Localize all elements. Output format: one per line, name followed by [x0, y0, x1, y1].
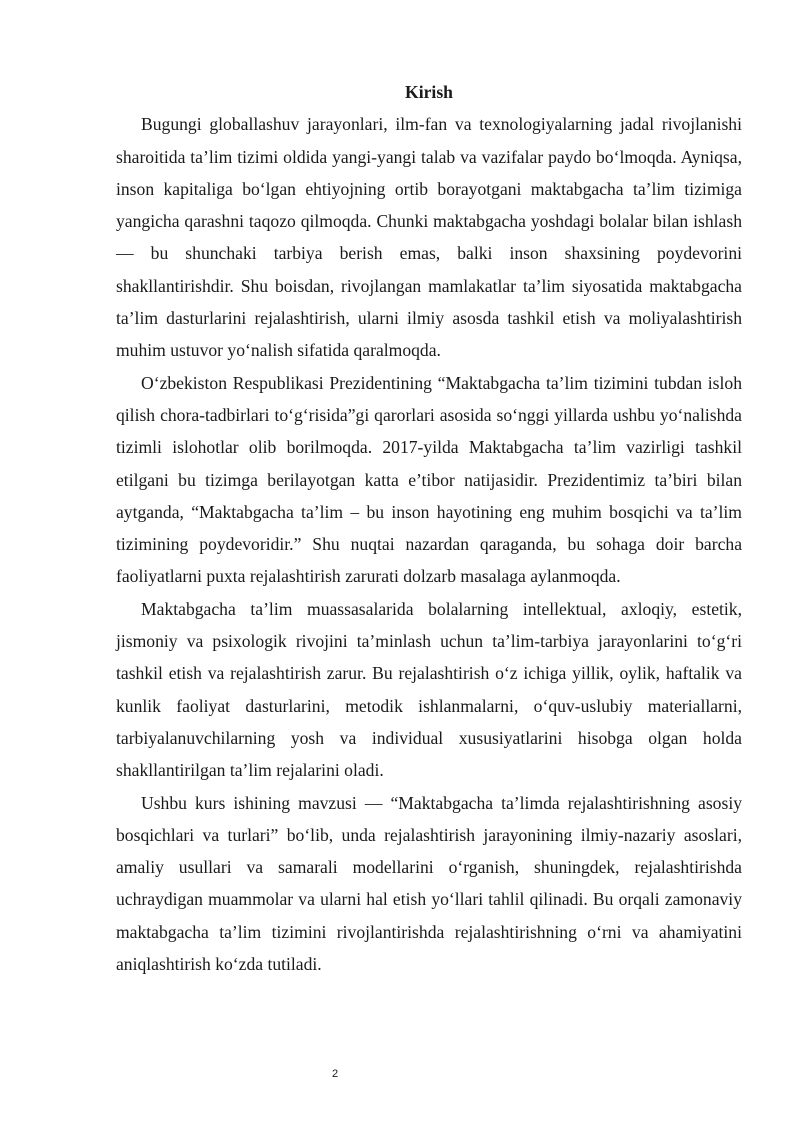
paragraph-1: Bugungi globallashuv jarayonlari, ilm-fan va texnologiyalarning jadal rivojlanishi sharoitida ta’lim tizimi oldida yangi-yangi talab va vazifalar paydo bo‘lmoqda. Ayniqsa, inson kapitaliga bo‘lgan ehtiyojning ortib borayotgani maktabgacha ta’lim tizimiga yangicha qarashni taqozo qilmoqda. Chunki maktabgacha yoshdagi bolalar bilan ishlash — bu shunchaki tarbiya berish emas, balki inson shaxsining poydevorini shakllantirishdir. Shu boisdan, rivojlangan mamlakatlar ta’lim siyosatida maktabgacha ta’lim dasturlarini rejalashtirish, ularni ilmiy asosda tashkil etish va moliyalashtirish muhim ustuvor yo‘nalish sifatida qaralmoqda.: [116, 114, 742, 361]
page-number: 2: [331, 1068, 339, 1080]
section-title: Kirish: [405, 82, 453, 102]
document-body: [116, 76, 742, 980]
paragraph-2: O‘zbekiston Respublikasi Prezidentining “Maktabgacha ta’lim tizimini tubdan isloh qilish chora-tadbirlari to‘g‘risida”gi qarorlari asosida so‘nggi yillarda ushbu yo‘nalishda tizimli islohotlar olib borilmoqda. 2017-yilda Maktabgacha ta’lim vazirligi tashkil etilgani bu tizimga berilayotgan katta e’tibor natijasidir. Prezidentimiz ta’biri bilan aytganda, “Maktabgacha ta’lim – bu inson hayotining eng muhim bosqichi va ta’lim tizimining poydevoridir.” Shu nuqtai nazardan qaraganda, bu sohaga doir barcha faoliyatlarni puxta rejalashtirish zarurati dolzarb masalaga aylanmoqda.: [116, 372, 742, 587]
paragraph-4: Ushbu kurs ishining mavzusi — “Maktabgacha ta’limda rejalashtirishning asosiy bosqichlari va turlari” bo‘lib, unda rejalashtirish jarayonining ilmiy-nazariy asoslari, amaliy usullari va samarali modellarini o‘rganish, shuningdek, rejalashtirishda uchraydigan muammolar va ularni hal etish yo‘llari tahlil qilinadi. Bu orqali zamonaviy maktabgacha ta’lim tizimini rivojlantirishda rejalashtirishning o‘rni va ahamiyatini aniqlashtirish ko‘zda tutiladi.: [116, 792, 742, 975]
paragraph-3: Maktabgacha ta’lim muassasalarida bolalarning intellektual, axloqiy, estetik, jismoniy va psixologik rivojini ta’minlash uchun ta’lim-tarbiya jarayonlarini to‘g‘ri tashkil etish va rejalashtirish zarur. Bu rejalashtirish o‘z ichiga yillik, oylik, haftalik va kunlik faoliyat dasturlarini, metodik ishlanmalarni, o‘quv-uslubiy materiallarni, tarbiyalanuvchilarning yosh va individual xususiyatlarini hisobga olgan holda shakllantirilgan ta’lim rejalarini oladi.: [116, 598, 742, 781]
